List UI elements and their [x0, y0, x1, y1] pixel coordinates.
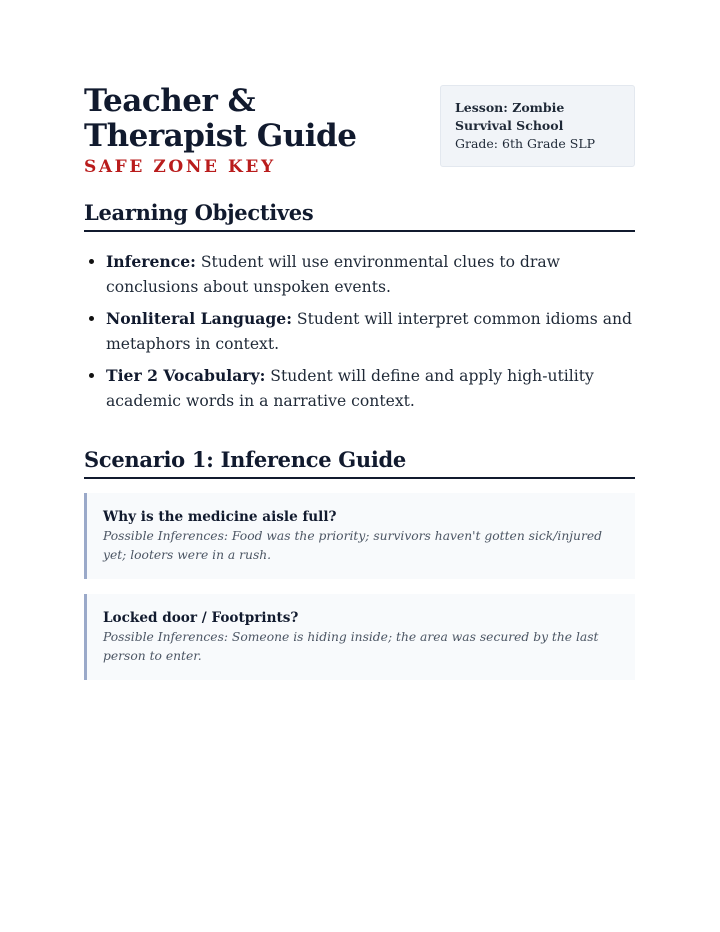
objective-term: Tier 2 Vocabulary:	[106, 366, 266, 385]
learning-objectives-heading: Learning Objectives	[84, 200, 635, 232]
inference-card	[84, 493, 635, 579]
lesson-grade: Grade: 6th Grade SLP	[455, 136, 596, 151]
inference-answer: Possible Inferences: Food was the priority; survivors haven't gotten sick/injured yet; looters were in a rush.	[103, 529, 603, 562]
page-title: Teacher & Therapist Guide	[84, 83, 357, 154]
bullet-icon	[89, 373, 94, 378]
bullet-icon	[89, 259, 94, 264]
objective-term: Nonliteral Language:	[106, 309, 292, 328]
bullet-icon	[89, 316, 94, 321]
inference-answer: Possible Inferences: Someone is hiding inside; the area was secured by the last person to enter.	[103, 630, 599, 663]
page-subtitle: SAFE ZONE KEY	[84, 157, 276, 177]
objectives-list	[84, 249, 635, 414]
learning-objectives-section	[84, 200, 635, 414]
objective-item	[106, 306, 635, 357]
scenario-1-heading: Scenario 1: Inference Guide	[84, 447, 635, 479]
inference-question: Why is the medicine aisle full?	[103, 509, 337, 525]
objective-term: Inference:	[106, 252, 196, 271]
inference-question: Locked door / Footprints?	[103, 610, 299, 626]
page-header	[84, 84, 635, 200]
inference-card	[84, 594, 635, 680]
objective-text: Student will use environmental clues to draw conclusions about unspoken events.	[106, 253, 561, 296]
objective-text: Student will interpret common idioms and metaphors in context.	[106, 310, 633, 353]
objective-item	[106, 249, 635, 300]
objective-text: Student will define and apply high-utility academic words in a narrative context.	[106, 367, 594, 410]
lesson-info-box	[440, 85, 635, 167]
scenario-1-section	[84, 447, 635, 680]
objective-item	[106, 363, 635, 414]
lesson-name: Lesson: Zombie Survival School	[455, 100, 565, 133]
